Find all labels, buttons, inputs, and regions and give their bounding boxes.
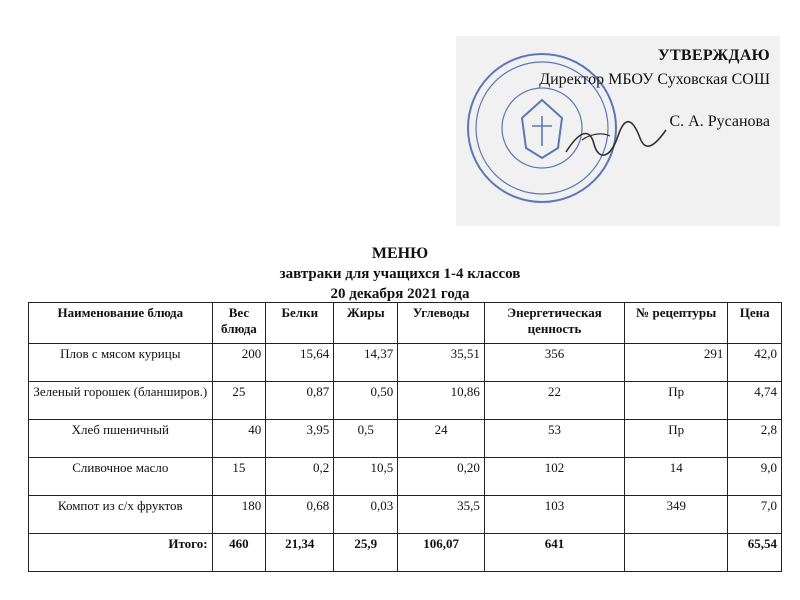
header-name: Наименование блюда — [29, 303, 213, 344]
header-carbs: Углеводы — [398, 303, 485, 344]
cell-fat: 0,50 — [334, 382, 398, 420]
cell-price: 7,0 — [728, 496, 782, 534]
cell-name: Хлеб пшеничный — [29, 420, 213, 458]
table-row — [29, 420, 782, 458]
total-carbs: 106,07 — [398, 534, 485, 572]
cell-weight: 200 — [212, 344, 266, 382]
table-row — [29, 458, 782, 496]
table-header-row — [29, 303, 782, 344]
menu-table — [28, 302, 782, 572]
header-energy: Энергетическая ценность — [484, 303, 624, 344]
cell-energy: 22 — [484, 382, 624, 420]
cell-fat: 0,5 — [334, 420, 398, 458]
cell-protein: 3,95 — [266, 420, 334, 458]
cell-price: 9,0 — [728, 458, 782, 496]
cell-energy: 103 — [484, 496, 624, 534]
total-weight: 460 — [212, 534, 266, 572]
cell-carbs: 35,5 — [398, 496, 485, 534]
cell-protein: 0,2 — [266, 458, 334, 496]
document-date: 20 декабря 2021 года — [330, 286, 470, 302]
cell-name: Плов с мясом курицы — [29, 344, 213, 382]
cell-weight: 25 — [212, 382, 266, 420]
cell-energy: 356 — [484, 344, 624, 382]
cell-name: Сливочное масло — [29, 458, 213, 496]
cell-name: Зеленый горошек (бланширов.) — [29, 382, 213, 420]
total-fat: 25,9 — [334, 534, 398, 572]
cell-carbs: 10,86 — [398, 382, 485, 420]
total-recipe — [625, 534, 728, 572]
cell-price: 4,74 — [728, 382, 782, 420]
cell-price: 2,8 — [728, 420, 782, 458]
total-price: 65,54 — [728, 534, 782, 572]
cell-energy: 102 — [484, 458, 624, 496]
table-row — [29, 344, 782, 382]
document-subtitle: завтраки для учащихся 1-4 классов — [279, 266, 521, 282]
cell-fat: 14,37 — [334, 344, 398, 382]
cell-recipe: 291 — [625, 344, 728, 382]
cell-carbs: 35,51 — [398, 344, 485, 382]
header-fat: Жиры — [334, 303, 398, 344]
cell-protein: 15,64 — [266, 344, 334, 382]
cell-recipe: Пр — [625, 420, 728, 458]
cell-price: 42,0 — [728, 344, 782, 382]
header-price: Цена — [728, 303, 782, 344]
approval-title: УТВЕРЖДАЮ — [657, 47, 770, 64]
total-energy: 641 — [484, 534, 624, 572]
cell-fat: 0,03 — [334, 496, 398, 534]
cell-carbs: 0,20 — [398, 458, 485, 496]
table-total-row — [29, 534, 782, 572]
cell-energy: 53 — [484, 420, 624, 458]
total-protein: 21,34 — [266, 534, 334, 572]
cell-weight: 180 — [212, 496, 266, 534]
cell-recipe: 349 — [625, 496, 728, 534]
cell-weight: 40 — [212, 420, 266, 458]
cell-protein: 0,87 — [266, 382, 334, 420]
header-recipe: № рецептуры — [625, 303, 728, 344]
cell-weight: 15 — [212, 458, 266, 496]
header-weight: Вес блюда — [212, 303, 266, 344]
table-row — [29, 382, 782, 420]
approval-position: Директор МБОУ Суховская СОШ — [539, 71, 770, 88]
document-heading — [0, 244, 800, 304]
approval-signer: С. А. Русанова — [669, 113, 770, 130]
document-title: МЕНЮ — [371, 245, 429, 262]
cell-recipe: Пр — [625, 382, 728, 420]
header-protein: Белки — [266, 303, 334, 344]
cell-protein: 0,68 — [266, 496, 334, 534]
table-row — [29, 496, 782, 534]
cell-recipe: 14 — [625, 458, 728, 496]
cell-fat: 10,5 — [334, 458, 398, 496]
total-label: Итого: — [29, 534, 213, 572]
cell-name: Компот из с/х фруктов — [29, 496, 213, 534]
approval-block — [539, 44, 770, 134]
cell-carbs: 24 — [398, 420, 485, 458]
